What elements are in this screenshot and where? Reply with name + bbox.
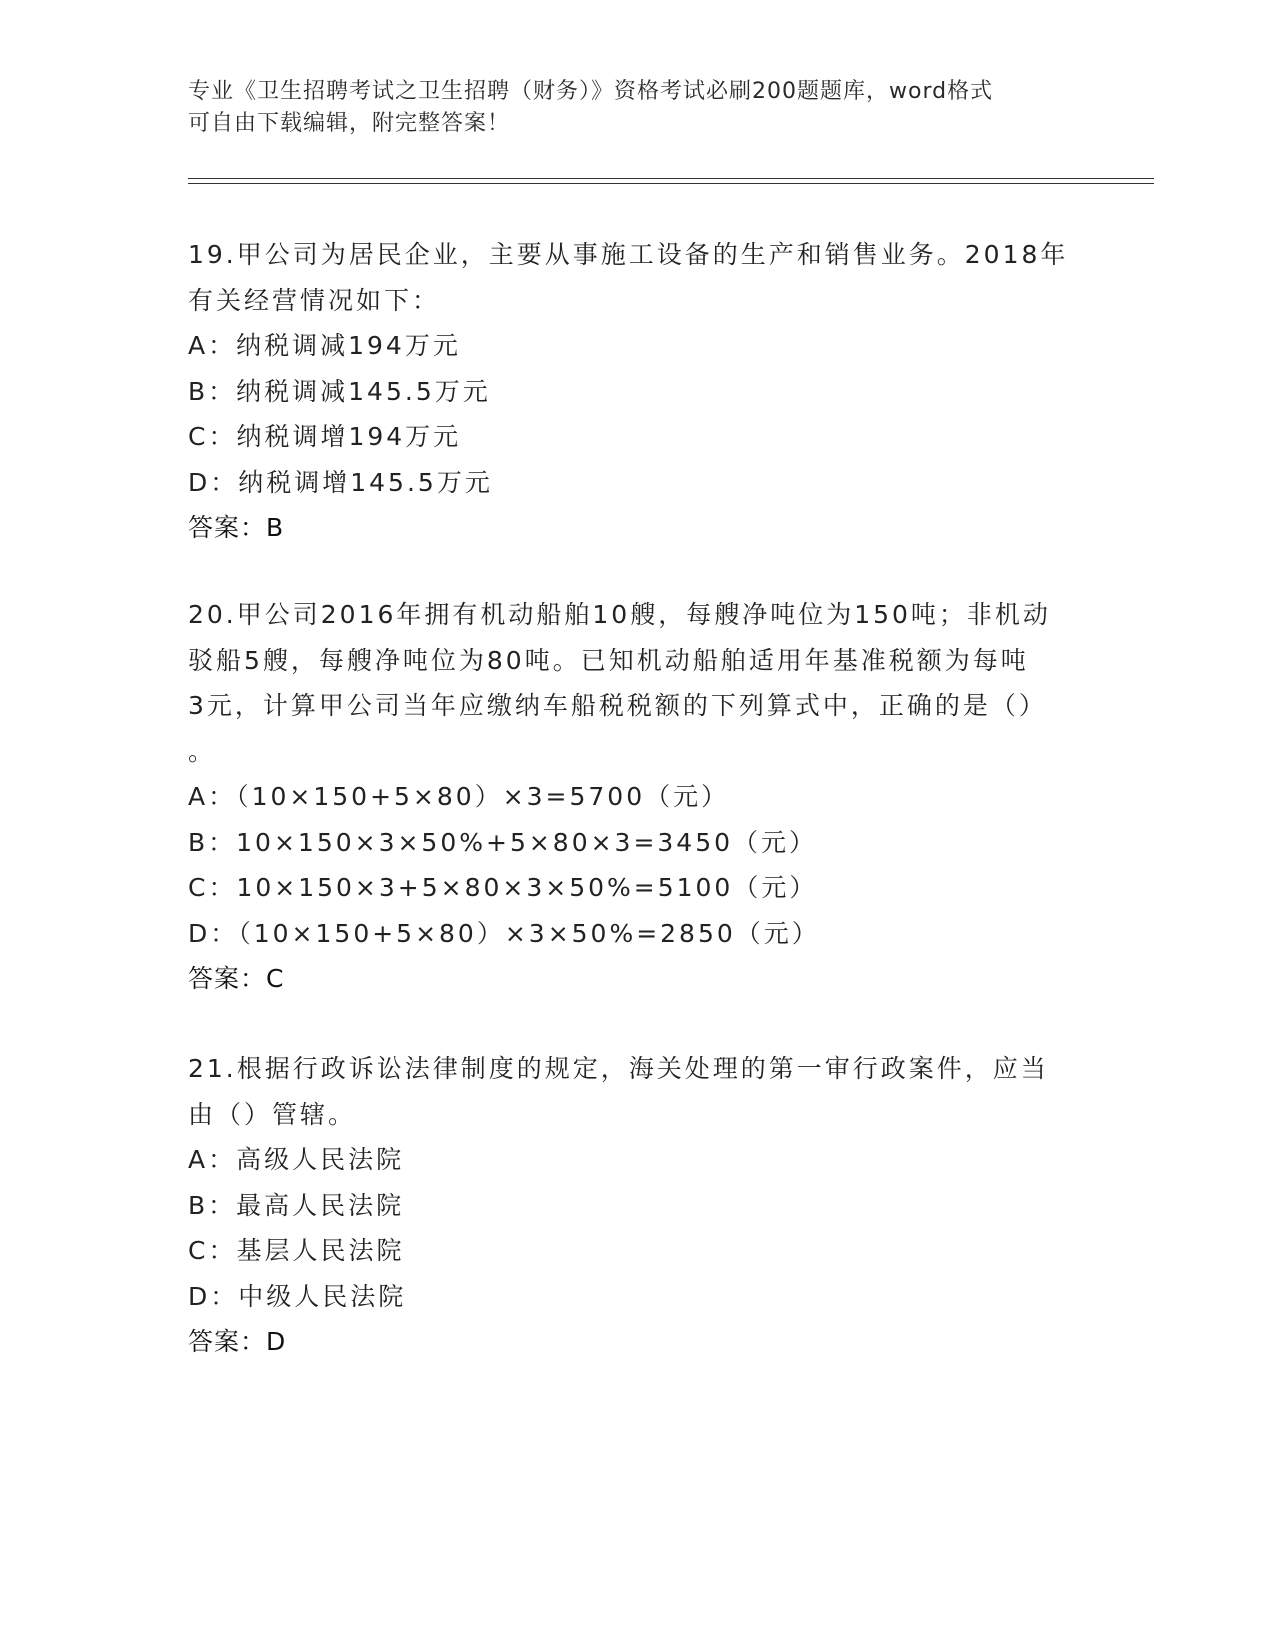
option-c: C：基层人民法院 bbox=[188, 1236, 405, 1265]
question-stem-line: 由（）管辖。 bbox=[188, 1099, 357, 1129]
header-line-1: 专业《卫生招聘考试之卫生招聘（财务）》资格考试必刷200题题库，word格式 bbox=[188, 79, 994, 104]
option-a: A：（10×150+5×80）×3=5700（元） bbox=[188, 782, 730, 811]
question-stem-line: 有关经营情况如下： bbox=[188, 285, 441, 315]
question-stem-line: 21.根据行政诉讼法律制度的规定，海关处理的第一审行政案件，应当 bbox=[188, 1054, 1049, 1083]
option-d: D：（10×150+5×80）×3×50%=2850（元） bbox=[188, 918, 820, 948]
question-stem-line: 。 bbox=[188, 736, 217, 766]
question-stem-line: 驳船5艘，每艘净吨位为80吨。已知机动船舶适用年基准税额为每吨 bbox=[188, 645, 1029, 675]
question-stem-line: 3元，计算甲公司当年应缴纳车船税税额的下列算式中，正确的是（） bbox=[188, 691, 1047, 720]
question-19 bbox=[188, 232, 1088, 551]
answer-label: 答案：D bbox=[188, 1327, 287, 1356]
question-20 bbox=[188, 592, 1088, 1002]
option-d: D：纳税调增145.5万元 bbox=[188, 467, 493, 497]
header-divider-bottom bbox=[188, 183, 1154, 184]
option-b: B：10×150×3×50%+5×80×3=3450（元） bbox=[188, 827, 818, 857]
answer-label: 答案：B bbox=[188, 513, 285, 542]
question-21 bbox=[188, 1046, 1088, 1365]
option-a: A：纳税调减194万元 bbox=[188, 331, 461, 360]
option-c: C：10×150×3+5×80×3×50%=5100（元） bbox=[188, 873, 818, 902]
header-divider-top bbox=[188, 178, 1154, 179]
option-b: B：纳税调减145.5万元 bbox=[188, 376, 491, 406]
header-line-2: 可自由下载编辑，附完整答案！ bbox=[188, 111, 511, 136]
option-d: D：中级人民法院 bbox=[188, 1281, 407, 1311]
question-stem-line: 19.甲公司为居民企业，主要从事施工设备的生产和销售业务。2018年 bbox=[188, 240, 1069, 269]
option-b: B：最高人民法院 bbox=[188, 1190, 405, 1220]
answer-label: 答案：C bbox=[188, 964, 285, 993]
question-stem-line: 20.甲公司2016年拥有机动船舶10艘，每艘净吨位为150吨；非机动 bbox=[188, 600, 1051, 629]
document-header bbox=[188, 76, 1068, 140]
option-c: C：纳税调增194万元 bbox=[188, 422, 462, 451]
option-a: A：高级人民法院 bbox=[188, 1145, 405, 1174]
